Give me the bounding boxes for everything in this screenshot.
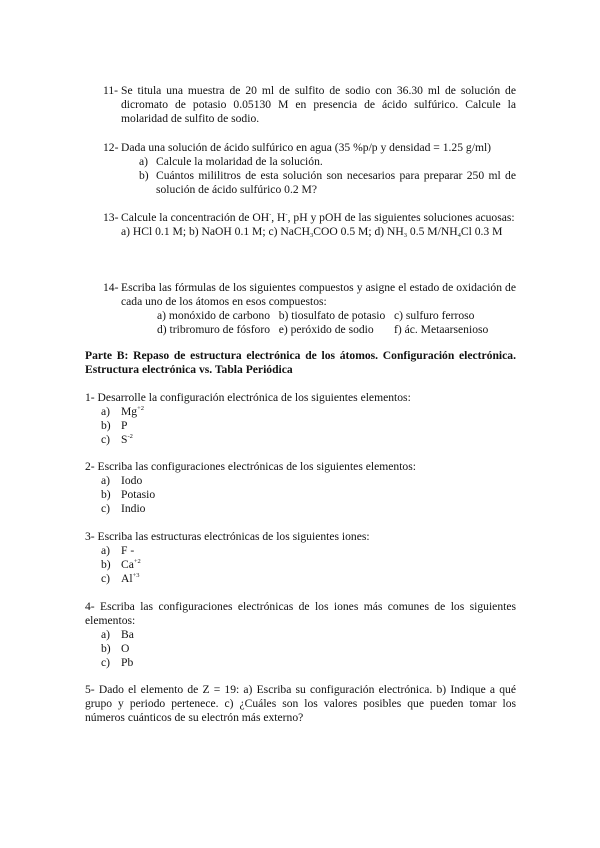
question-number: 14- — [103, 281, 119, 294]
question-12 — [103, 141, 516, 197]
list-item: a) Iodo — [101, 474, 143, 487]
question-number: 12- — [103, 141, 119, 154]
partb-question-2 — [85, 460, 516, 516]
list-item — [139, 169, 516, 197]
question-text: 3- Escriba las estructuras electrónicas de los siguientes iones: — [85, 530, 370, 543]
list-item: b) Potasio — [101, 488, 156, 501]
question-text: 5- Dado el elemento de Z = 19: a) Escriba su configuración electrónica. b) Indique a qué grupo y periodo pertenece. c) ¿Cuáles son los valores posibles que pueden tomar los números cuánticos de su electrón más externo? — [85, 683, 516, 724]
question-text: 1- Desarrolle la configuración electrónica de los siguientes elementos: — [85, 391, 411, 404]
question-text: Dada una solución de ácido sulfúrico en agua (35 %p/p y densidad = 1.25 g/ml) — [121, 141, 492, 154]
list-item: a) $Mg^{+2}$ — [101, 405, 145, 418]
item-text: Calcule la molaridad de la solución. — [156, 155, 323, 168]
list-item: b) $Ca^{+2}$ — [101, 558, 141, 571]
list-item: c) $Al^{+3}$ — [101, 572, 140, 585]
question-13 — [103, 211, 516, 239]
question-11 — [103, 84, 516, 126]
section-heading: Parte B: Repaso de estructura electrónica de los átomos. Configuración electrónica. Estructura electrónica vs. Tabla Periódica — [85, 349, 516, 376]
question-14 — [103, 281, 516, 337]
list-item: b) O — [101, 642, 130, 655]
list-item: a) F - — [101, 544, 135, 557]
question-text: Se titula una muestra de 20 ml de sulfito de sodio con 36.30 ml de solución de dicromato de potasio 0.05130 M en presencia de ácido sulfúrico. Calcule la molaridad de sulfito de sodio. — [121, 84, 516, 125]
partb-question-3 — [85, 530, 516, 586]
partb-question-4 — [85, 600, 516, 670]
list-item: c) $S^{-2}$ — [101, 433, 133, 446]
list-item: b) P — [101, 419, 128, 432]
question-number: 11- — [103, 84, 119, 97]
item-letter: b) — [139, 169, 149, 182]
partb-question-1 — [85, 391, 516, 447]
list-item: a) Ba — [101, 628, 134, 641]
list-item: c) Pb — [101, 656, 134, 669]
compound-list-line-2: d) tribromuro de fósforo e) peróxido de sodio f) ác. Metaarsenioso — [157, 323, 489, 336]
partb-question-5 — [85, 683, 516, 725]
question-text: 2- Escriba las configuraciones electrónicas de los siguientes elementos: — [85, 460, 416, 473]
solutions-list: a) HCl 0.1 M; b) NaOH 0.1 M; c) NaCH$_3$COO 0.5 M; d) $NH_3$ 0.5 $M/NH_4Cl$ 0.3 M — [121, 225, 503, 239]
question-number: 13- — [103, 211, 119, 224]
list-item: c) Indio — [101, 502, 146, 515]
list-item — [139, 155, 516, 169]
question-text: Calcule la concentración de OH-, H-, pH y pOH de las siguientes soluciones acuosas: — [121, 211, 515, 224]
item-letter: a) — [139, 155, 149, 168]
item-text: Cuántos mililitros de esta solución son necesarios para preparar 250 ml de solución de ácido sulfúrico 0.2 M? — [156, 169, 516, 196]
question-text: Escriba las fórmulas de los siguientes compuestos y asigne el estado de oxidación de cada uno de los átomos en esos compuestos: — [121, 281, 516, 308]
question-text: 4- Escriba las configuraciones electrónicas de los iones más comunes de los siguientes elementos: — [85, 600, 516, 627]
compound-list-line-1: a) monóxido de carbono b) tiosulfato de potasio c) sulfuro ferroso — [157, 309, 475, 322]
